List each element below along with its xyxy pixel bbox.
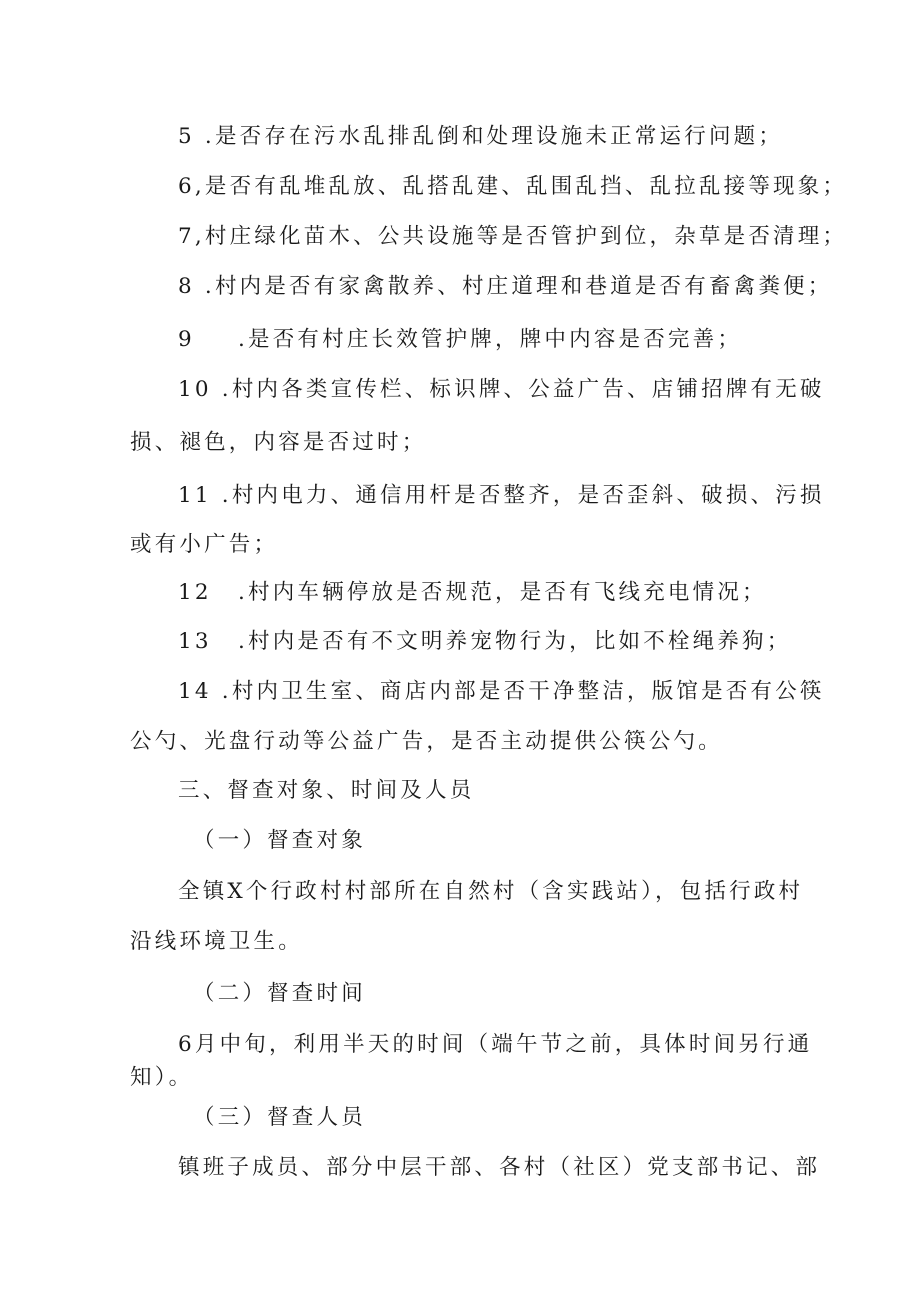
item-9-number: 9 [178, 327, 195, 352]
section-heading-3: 三、督查对象、时间及人员 [178, 778, 475, 803]
subheading-1: （一）督查对象 [193, 828, 366, 853]
item-11-line-1: 11 .村内电力、通信用杆是否整齐，是否歪斜、破损、污损 [178, 483, 825, 508]
subheading-3: （三）督查人员 [193, 1105, 366, 1130]
item-8: 8 .村内是否有家禽散养、村庄道理和巷道是否有畜禽粪便； [178, 274, 833, 299]
paragraph-2-line-2: 知）。 [130, 1065, 194, 1090]
item-5: 5 .是否存在污水乱排乱倒和处理设施未正常运行问题； [178, 124, 784, 149]
item-14-line-2: 公勺、光盘行动等公益广告，是否主动提供公筷公勺。 [130, 729, 723, 754]
item-12-text: .村内车辆停放是否规范，是否有飞线充电情况； [238, 580, 767, 605]
item-13-text: .村内是否有不文明养宠物行为，比如不栓绳养狗； [238, 629, 792, 654]
paragraph-3-line-1: 镇班子成员、部分中层干部、各村（社区）党支部书记、部 [178, 1155, 821, 1180]
item-10-line-1: 10 .村内各类宣传栏、标识牌、公益广告、店铺招牌有无破 [178, 377, 825, 402]
item-11-line-2: 或有小广告； [130, 532, 279, 557]
item-7: 7,村庄绿化苗木、公共设施等是否管护到位，杂草是否清理； [178, 224, 848, 249]
item-13-number: 13 [178, 629, 212, 654]
item-6: 6,是否有乱堆乱放、乱搭乱建、乱围乱挡、乱拉乱接等现象； [178, 174, 848, 199]
item-12-number: 12 [178, 580, 212, 605]
item-14-line-1: 14 .村内卫生室、商店内部是否干净整洁，版馆是否有公筷 [178, 679, 825, 704]
subheading-2: （二）督查时间 [193, 981, 366, 1006]
paragraph-1-line-1: 全镇X个行政村村部所在自然村（含实践站），包括行政村 [178, 879, 804, 904]
item-10-line-2: 损、褪色，内容是否过时； [130, 430, 427, 455]
paragraph-1-line-2: 沿线环境卫生。 [130, 929, 303, 954]
item-9-text: .是否有村庄长效管护牌，牌中内容是否完善； [238, 327, 743, 352]
paragraph-2-line-1: 6月中旬，利用半天的时间（端午节之前，具体时间另行通 [178, 1032, 813, 1057]
